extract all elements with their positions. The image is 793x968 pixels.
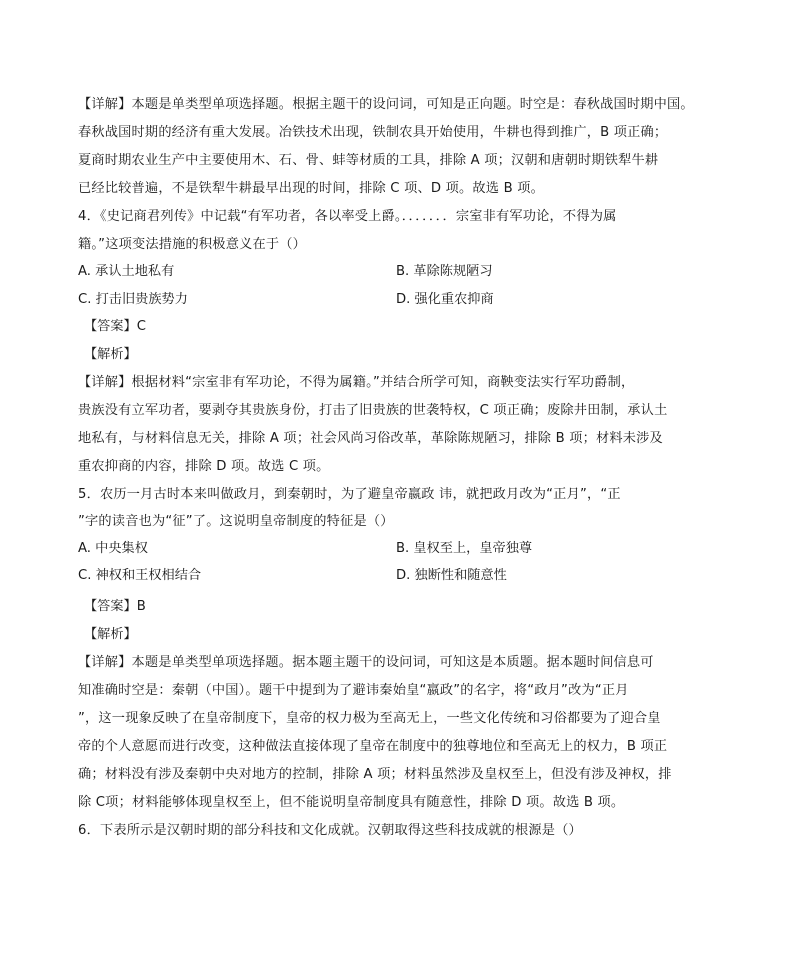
q5-option-a: A. 中央集权 — [78, 541, 148, 556]
q4-analysis-line-4: 重农抑商的内容，排除 D 项。故选 C 项。 — [78, 459, 330, 474]
q5-analysis-line-2: 知准确时空是：秦朝（中国）。题干中提到为了避讳秦始皇“嬴政”的名字，将“政月”改为“正月 — [78, 683, 629, 698]
q3-analysis-line-2: 春秋战国时期的经济有重大发展。冶铁技术出现，铁制农具开始使用，牛耕也得到推广，B 项正确； — [78, 125, 668, 140]
q5-option-d: D. 独断性和随意性 — [396, 568, 507, 583]
q5-option-b: B. 皇权至上，皇帝独尊 — [396, 541, 533, 556]
q5-analysis-line-6: 除 C项；材料能够体现皇权至上，但不能说明皇帝制度具有随意性，排除 D 项。故选 B 项。 — [78, 795, 625, 810]
q4-stem-line-1: 4．《史记商君列传》中记载“有军功者，各以率受上爵。．．．．．．．宗室非有军功论，不得为属 — [78, 209, 617, 224]
q4-answer: 【答案】C — [84, 319, 146, 334]
q4-option-a: A. 承认土地私有 — [78, 264, 175, 279]
q4-option-c: C. 打击旧贵族势力 — [78, 292, 188, 307]
q5-analysis-label: 【解析】 — [84, 627, 137, 642]
q3-analysis-line-3: 夏商时期农业生产中主要使用木、石、骨、蚌等材质的工具，排除 A 项；汉朝和唐朝时期铁犁牛耕 — [78, 153, 659, 168]
q4-stem-line-2: 籍。”这项变法措施的积极意义在于（） — [78, 237, 307, 252]
q5-answer: 【答案】B — [84, 599, 146, 614]
q5-analysis-line-5: 确；材料没有涉及秦朝中央对地方的控制，排除 A 项；材料虽然涉及皇权至上，但没有涉及神权，排 — [78, 767, 672, 782]
q3-analysis-line-4: 已经比较普遍，不是铁犁牛耕最早出现的时间，排除 C 项、D 项。故选 B 项。 — [78, 181, 544, 196]
q5-analysis-line-4: 帝的个人意愿而进行改变，这种做法直接体现了皇帝在制度中的独尊地位和至高无上的权力，B 项正 — [78, 739, 668, 754]
q5-stem-line-1: 5．农历一月古时本来叫做政月，到秦朝时，为了避皇帝嬴政 讳，就把政月改为“正月”，“正 — [78, 487, 621, 502]
q4-analysis-line-3: 地私有，与材料信息无关，排除 A 项；社会风尚习俗改革，革除陈规陋习，排除 B 项；材料未涉及 — [78, 431, 663, 446]
q5-analysis-line-3: ”，这一现象反映了在皇帝制度下，皇帝的权力极为至高无上，一些文化传统和习俗都要为了迎合皇 — [78, 711, 661, 726]
q6-stem-line-1: 6．下表所示是汉朝时期的部分科技和文化成就。汉朝取得这些科技成就的根源是（） — [78, 823, 582, 838]
q4-option-b: B. 革除陈规陋习 — [396, 264, 493, 279]
q5-analysis-line-1: 【详解】本题是单类型单项选择题。据本题主题干的设问词，可知这是本质题。据本题时间信息可 — [78, 655, 654, 670]
q4-analysis-label: 【解析】 — [84, 347, 137, 362]
q4-analysis-line-2: 贵族没有立军功者，要剥夺其贵族身份，打击了旧贵族的世袭特权，C 项正确；废除井田制，承认土 — [78, 403, 668, 418]
q3-analysis-line-1: 【详解】本题是单类型单项选择题。根据主题干的设问词，可知是正向题。时空是：春秋战国时期中国。 — [78, 97, 694, 112]
q4-option-d: D. 强化重农抑商 — [396, 292, 494, 307]
q4-analysis-line-1: 【详解】根据材料“宗室非有军功论，不得为属籍。”并结合所学可知，商鞅变法实行军功爵制， — [78, 375, 635, 390]
q5-stem-line-2: ”字的读音也为“征”了。这说明皇帝制度的特征是（） — [78, 514, 394, 529]
q5-option-c: C. 神权和王权相结合 — [78, 568, 202, 583]
